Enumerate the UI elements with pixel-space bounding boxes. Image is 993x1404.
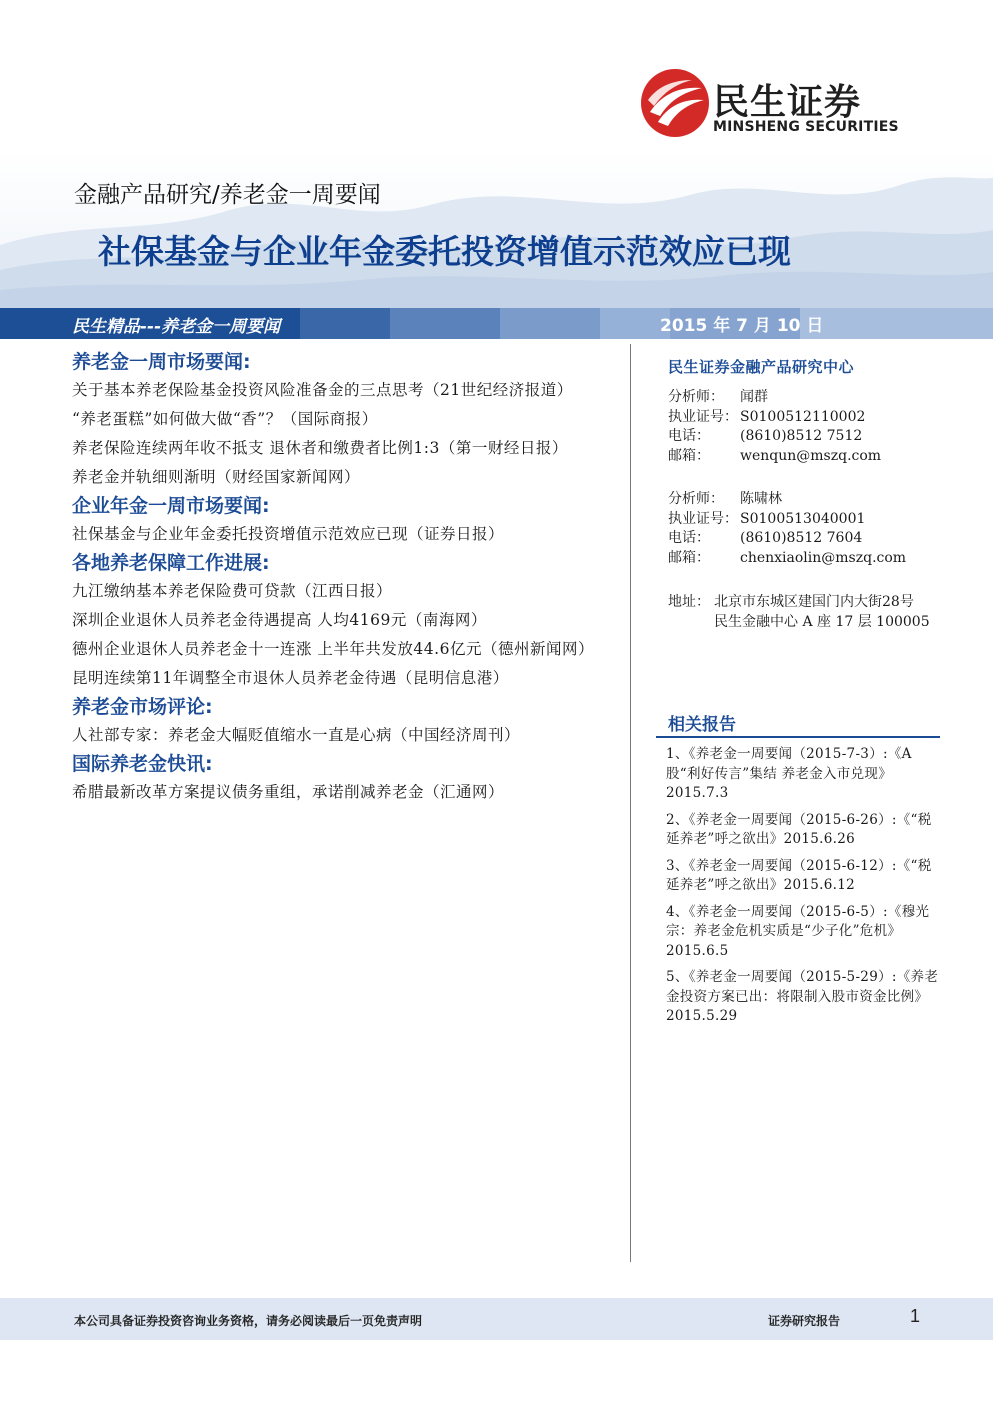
report-subtitle: 金融产品研究/养老金一周要闻 (74, 182, 381, 208)
logo-en-text: MINSHENG SECURITIES (713, 119, 899, 135)
news-item[interactable]: 昆明连续第11年调整全市退休人员养老金待遇（昆明信息港） (72, 669, 509, 687)
section-heading: 养老金市场评论: (72, 696, 213, 718)
section-heading: 各地养老保障工作进展: (72, 552, 270, 574)
section-heading: 企业年金一周市场要闻: (72, 495, 270, 517)
related-report-item[interactable]: 2、《养老金一周要闻（2015-6-26）:《“税延养老”呼之欲出》2015.6.26 (666, 811, 932, 847)
footer-disclaimer: 本公司具备证券投资咨询业务资格，请务必阅读最后一页免责声明 (74, 1314, 423, 1328)
analyst-cert: S0100513040001 (740, 510, 866, 527)
section-commentary (72, 693, 622, 750)
address-label: 地址： (668, 594, 710, 610)
news-item[interactable]: 九江缴纳基本养老保险费可贷款（江西日报） (72, 582, 393, 600)
section-heading: 养老金一周市场要闻: (72, 351, 251, 373)
band-series-label: 民生精品---养老金一周要闻 (72, 317, 281, 337)
analyst-phone: (8610)8512 7604 (740, 530, 863, 546)
section-local-progress (72, 549, 622, 693)
report-title: 社保基金与企业年金委托投资增值示范效应已现 (98, 232, 791, 271)
column-divider (630, 344, 631, 1262)
news-item[interactable]: “养老蛋糕”如何做大做“香”？（国际商报） (72, 410, 378, 428)
footer-report-type: 证券研究报告 (768, 1314, 841, 1328)
email-label: 邮箱： (668, 447, 710, 464)
news-item[interactable]: 德州企业退休人员养老金十一连涨 上半年共发放44.6亿元（德州新闻网） (72, 640, 594, 658)
address-line-2: 民生金融中心 A 座 17 层 100005 (714, 614, 930, 630)
section-heading: 国际养老金快讯: (72, 753, 213, 775)
page-number: 1 (910, 1306, 921, 1326)
news-item[interactable]: 希腊最新改革方案提议债务重组，承诺削减养老金（汇通网） (72, 783, 505, 801)
office-address (668, 592, 943, 632)
section-market-news (72, 348, 622, 492)
address-line-1: 北京市东城区建国门内大街28号 (714, 594, 914, 610)
analyst-label: 分析师： (668, 491, 724, 507)
section-international (72, 750, 622, 807)
band-decoration (300, 308, 993, 339)
news-item[interactable]: 人社部专家：养老金大幅贬值缩水一直是心病（中国经济周刊） (72, 726, 521, 744)
news-item[interactable]: 养老金并轨细则渐明（财经国家新闻网） (72, 468, 361, 486)
minsheng-emblem-icon (640, 68, 710, 138)
minsheng-logo (640, 66, 930, 146)
section-enterprise-annuity (72, 492, 622, 549)
analyst-card (668, 490, 943, 568)
research-center-name: 民生证券金融产品研究中心 (668, 358, 855, 376)
analyst-label: 分析师： (668, 389, 724, 405)
analyst-phone: (8610)8512 7512 (740, 428, 863, 444)
related-reports-list (666, 745, 942, 1034)
logo-cn-text: 民生证券 (713, 82, 862, 123)
news-column (72, 348, 622, 807)
analyst-card (668, 388, 943, 466)
analyst-name: 闻群 (740, 389, 768, 405)
report-date: 2015 年 7 月 10 日 (660, 316, 824, 336)
news-item[interactable]: 养老保险连续两年收不抵支 退休者和缴费者比例1:3（第一财经日报） (72, 439, 568, 457)
analyst-email[interactable]: wenqun@mszq.com (740, 447, 882, 464)
analyst-email[interactable]: chenxiaolin@mszq.com (740, 549, 907, 566)
related-report-item[interactable]: 4、《养老金一周要闻（2015-6-5）:《穆光宗：养老金危机实质是“少子化”危机》2015.6.5 (666, 903, 930, 959)
analyst-panel (668, 356, 943, 632)
phone-label: 电话： (668, 530, 710, 546)
news-item[interactable]: 深圳企业退休人员养老金待遇提高 人均4169元（南海网） (72, 611, 487, 629)
related-reports-rule (656, 736, 940, 738)
analyst-cert: S0100512110002 (740, 408, 866, 425)
related-reports-heading: 相关报告 (668, 715, 736, 735)
related-report-item[interactable]: 3、《养老金一周要闻（2015-6-12）:《“税延养老”呼之欲出》2015.6.12 (666, 857, 932, 893)
related-report-item[interactable]: 5、《养老金一周要闻（2015-5-29）:《养老金投资方案已出：将限制入股市资金比例》2015.5.29 (666, 969, 939, 1024)
cert-label: 执业证号： (668, 408, 738, 425)
email-label: 邮箱： (668, 549, 710, 566)
analyst-name: 陈啸林 (740, 491, 782, 507)
news-item[interactable]: 关于基本养老保险基金投资风险准备金的三点思考（21世纪经济报道） (72, 381, 573, 399)
phone-label: 电话： (668, 428, 710, 444)
cert-label: 执业证号： (668, 510, 738, 527)
news-item[interactable]: 社保基金与企业年金委托投资增值示范效应已现（证券日报） (72, 525, 505, 543)
related-report-item[interactable]: 1、《养老金一周要闻（2015-7-3）:《A 股“利好传言”集结 养老金入市兑现》2015.7.3 (666, 746, 912, 801)
